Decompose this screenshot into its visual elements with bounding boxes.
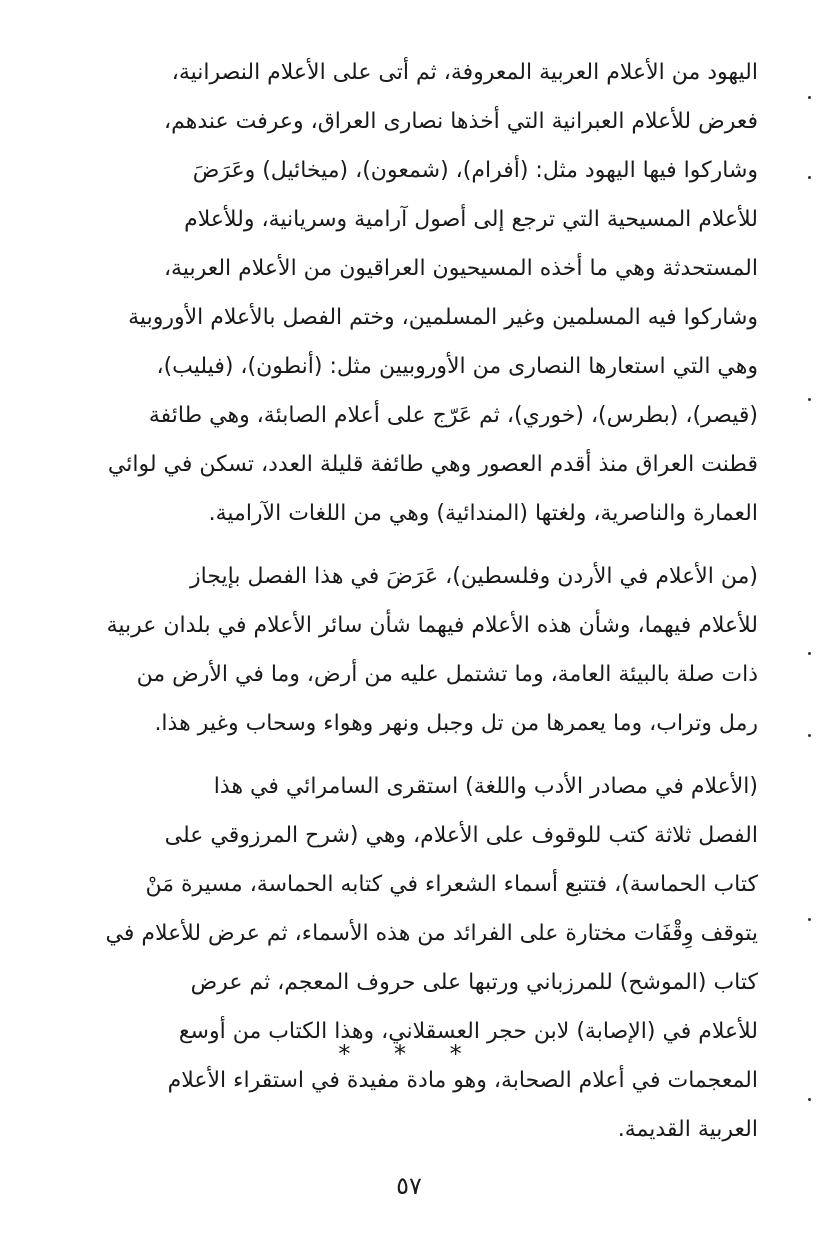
text-line: للأعلام المسيحية التي ترجع إلى أصول آرامية وسريانية، وللأعلام (184, 207, 758, 232)
margin-speck (808, 652, 811, 655)
paragraph-3 (60, 762, 758, 1154)
text-line: المستحدثة وهي ما أخذه المسيحيون العراقيون من الأعلام العربية، (163, 256, 758, 281)
text-line: وهي التي استعارها النصارى من الأوروبيين مثل: (أنطون)، (فيليب)، (156, 354, 758, 379)
margin-speck (808, 734, 811, 737)
text-line: (الأعلام في مصادر الأدب واللغة) استقرى السامرائي في هذا (213, 774, 758, 799)
margin-speck (808, 1098, 811, 1101)
margin-speck (808, 398, 811, 401)
text-line: ذات صلة بالبيئة العامة، وما تشتمل عليه من أرض، وما في الأرض من (136, 662, 758, 687)
text-line: رمل وتراب، وما يعمرها من تل وجبل ونهر وهواء وسحاب وغير هذا. (154, 711, 758, 736)
text-line: اليهود من الأعلام العربية المعروفة، ثم أتى على الأعلام النصرانية، (171, 60, 758, 85)
text-line: العمارة والناصرية، ولغتها (المندائية) وهي من اللغات الآرامية. (208, 501, 758, 526)
text-line: المعجمات في أعلام الصحابة، وهو مادة مفيدة في استقراء الأعلام (167, 1068, 758, 1093)
paragraph-1 (60, 48, 758, 538)
page-number: ٥٧ (396, 1172, 422, 1200)
text-line: الفصل ثلاثة كتب للوقوف على الأعلام، وهي (شرح المرزوقي على (164, 823, 758, 848)
margin-speck (808, 96, 811, 99)
body-text (60, 48, 758, 1168)
text-line: للأعلام في (الإصابة) لابن حجر العسقلاني، وهذا الكتاب من أوسع (178, 1019, 758, 1044)
paragraph-2 (60, 552, 758, 748)
text-line: وشاركوا فيها اليهود مثل: (أفرام)، (شمعون)، (ميخائيل) وعَرَضَ (192, 158, 758, 183)
text-line: (قيصر)، (بطرس)، (خوري)، ثم عَرّج على أعلام الصابئة، وهي طائفة (148, 403, 758, 428)
margin-speck (808, 918, 811, 921)
text-line: وشاركوا فيه المسلمين وغير المسلمين، وختم الفصل بالأعلام الأوروبية (128, 305, 758, 330)
text-line: للأعلام فيهما، وشأن هذه الأعلام فيهما شأن سائر الأعلام في بلدان عربية (106, 613, 758, 638)
text-line: فعرض للأعلام العبرانية التي أخذها نصارى العراق، وعرفت عندهم، (163, 109, 758, 134)
text-line: العربية القديمة. (617, 1117, 758, 1142)
text-line: يتوقف وِقْفَات مختارة على الفرائد من هذه الأسماء، ثم عرض للأعلام في (105, 921, 758, 946)
text-line: كتاب (الموشح) للمرزباني ورتبها على حروف المعجم، ثم عرض (190, 970, 758, 995)
margin-speck (808, 176, 811, 179)
text-line: كتاب الحماسة)، فتتبع أسماء الشعراء في كتابه الحماسة، مسيرة مَنْ (145, 872, 758, 897)
section-separator: * * * (338, 1040, 480, 1068)
text-line: قطنت العراق منذ أقدم العصور وهي طائفة قليلة العدد، تسكن في لوائي (107, 452, 758, 477)
text-line: (من الأعلام في الأردن وفلسطين)، عَرَضَ في هذا الفصل بإيجاز (190, 564, 758, 589)
